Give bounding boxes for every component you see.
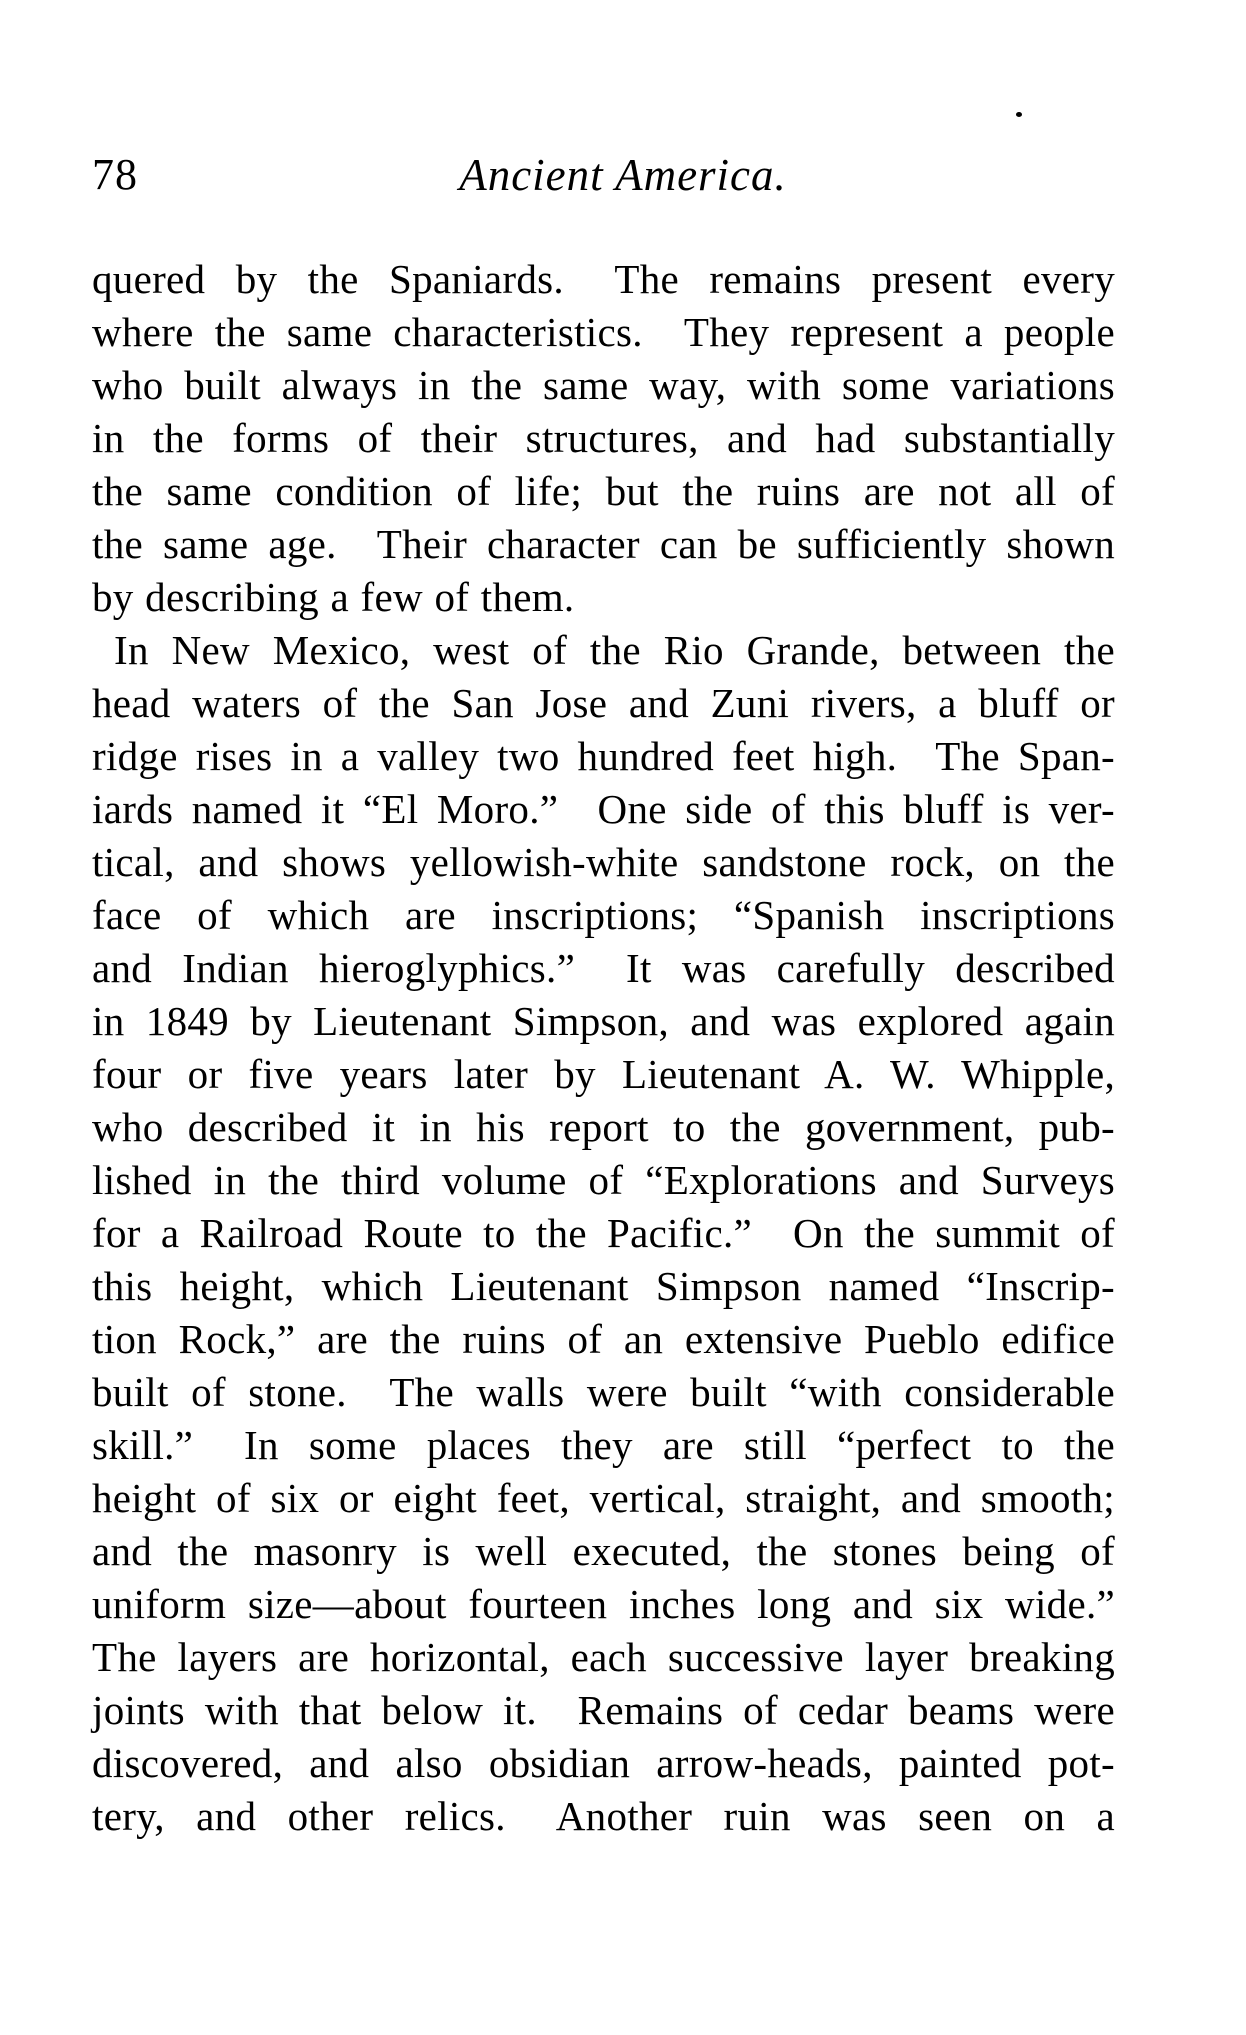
text-line: tical, and shows yellowish-white sandstone rock, on the bbox=[92, 839, 1115, 885]
text-line: where the same characteristics. They represent a people bbox=[92, 309, 1115, 355]
text-line: for a Railroad Route to the Pacific.” On the summit of bbox=[92, 1210, 1115, 1256]
text-line: in the forms of their structures, and had substantially bbox=[92, 415, 1115, 461]
text-line: iards named it “El Moro.” One side of this bluff is ver- bbox=[92, 786, 1115, 832]
text-line: head waters of the San Jose and Zuni rivers, a bluff or bbox=[92, 680, 1115, 726]
text-line: face of which are inscriptions; “Spanish inscriptions bbox=[92, 892, 1115, 938]
text-line: four or five years later by Lieutenant A. W. Whipple, bbox=[92, 1051, 1115, 1097]
text-line: built of stone. The walls were built “with considerable bbox=[92, 1369, 1115, 1415]
text-line: ridge rises in a valley two hundred feet high. The Span- bbox=[92, 733, 1115, 779]
text-line: height of six or eight feet, vertical, straight, and smooth; bbox=[92, 1475, 1115, 1521]
text-line: who described it in his report to the government, pub- bbox=[92, 1104, 1115, 1150]
text-line: uniform size—about fourteen inches long and six wide.” bbox=[92, 1581, 1115, 1627]
running-title: Ancient America. bbox=[459, 150, 787, 200]
text-line: and the masonry is well executed, the stones being of bbox=[92, 1528, 1115, 1574]
text-line: the same condition of life; but the ruins are not all of bbox=[92, 468, 1115, 514]
text-line: The layers are horizontal, each successive layer breaking bbox=[92, 1634, 1115, 1680]
text-line: the same age. Their character can be sufficiently shown bbox=[92, 521, 1115, 567]
text-line: In New Mexico, west of the Rio Grande, between the bbox=[114, 627, 1115, 673]
page-number: 78 bbox=[92, 150, 138, 199]
ink-speck bbox=[1016, 112, 1022, 117]
text-line: by describing a few of them. bbox=[92, 574, 575, 620]
text-line: who built always in the same way, with some variations bbox=[92, 362, 1115, 408]
text-line: skill.” In some places they are still “perfect to the bbox=[92, 1422, 1115, 1468]
running-header bbox=[0, 150, 1246, 210]
text-line: this height, which Lieutenant Simpson named “Inscrip- bbox=[92, 1263, 1115, 1309]
text-line: quered by the Spaniards. The remains present every bbox=[92, 256, 1115, 302]
text-line: tion Rock,” are the ruins of an extensive Pueblo edifice bbox=[92, 1316, 1115, 1362]
text-line: lished in the third volume of “Explorations and Surveys bbox=[92, 1157, 1115, 1203]
text-line: joints with that below it. Remains of cedar beams were bbox=[92, 1687, 1115, 1733]
text-line: in 1849 by Lieutenant Simpson, and was explored again bbox=[92, 998, 1115, 1044]
text-line: tery, and other relics. Another ruin was seen on a bbox=[92, 1793, 1115, 1839]
page-text bbox=[92, 253, 1115, 1843]
text-line: and Indian hieroglyphics.” It was carefully described bbox=[92, 945, 1115, 991]
text-line: discovered, and also obsidian arrow-heads, painted pot- bbox=[92, 1740, 1115, 1786]
